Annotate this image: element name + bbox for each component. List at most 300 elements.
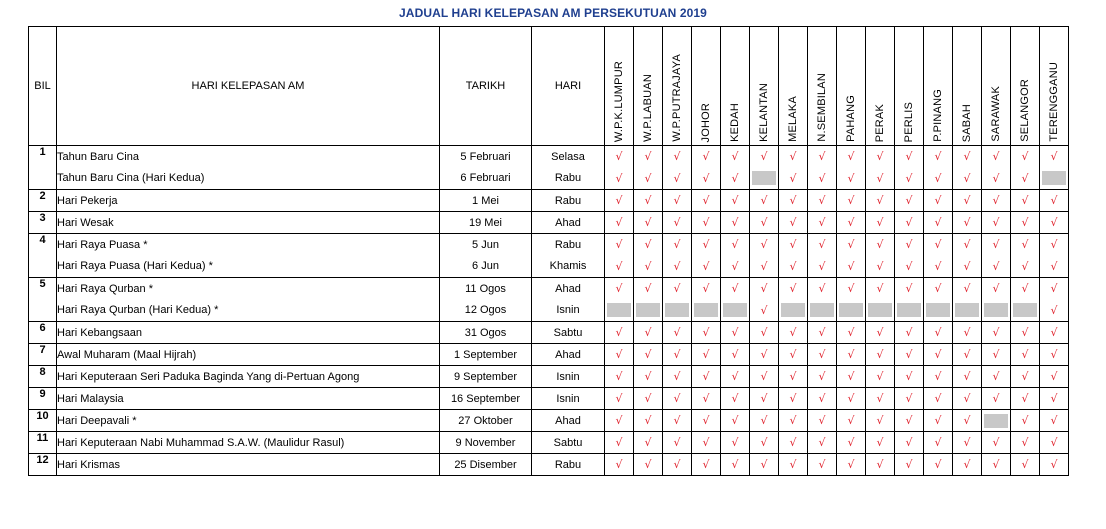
check-mark-icon: √ xyxy=(1021,282,1029,296)
header-state-kedah xyxy=(721,27,750,146)
check-mark-icon: √ xyxy=(992,194,1000,207)
state-cell xyxy=(924,410,953,432)
state-cell xyxy=(953,454,982,476)
check-mark-icon: √ xyxy=(818,216,826,229)
state-cell xyxy=(808,322,837,344)
state-cell xyxy=(837,344,866,366)
check-mark-icon: √ xyxy=(615,370,623,383)
state-cell xyxy=(837,168,866,190)
check-mark-icon: √ xyxy=(1021,370,1029,383)
check-mark-icon: √ xyxy=(644,238,652,252)
check-mark-icon: √ xyxy=(789,282,797,296)
state-label: KEDAH xyxy=(729,103,741,142)
state-cell xyxy=(605,278,634,300)
check-mark-icon: √ xyxy=(992,216,1000,229)
state-cell xyxy=(692,454,721,476)
check-mark-icon: √ xyxy=(644,458,652,471)
check-mark-icon: √ xyxy=(963,436,971,449)
check-mark-icon: √ xyxy=(963,238,971,252)
state-cell xyxy=(750,432,779,454)
holiday-name: Hari Keputeraan Seri Paduka Baginda Yang di-Pertuan Agong xyxy=(57,366,440,388)
state-cell xyxy=(895,388,924,410)
state-cell xyxy=(750,212,779,234)
check-mark-icon: √ xyxy=(963,458,971,471)
check-mark-icon: √ xyxy=(876,259,884,273)
check-mark-icon: √ xyxy=(1021,216,1029,229)
check-mark-icon: √ xyxy=(818,326,826,339)
check-mark-icon: √ xyxy=(1050,370,1058,383)
state-cell xyxy=(605,454,634,476)
check-mark-icon: √ xyxy=(1021,171,1029,185)
state-cell xyxy=(692,432,721,454)
state-cell xyxy=(634,432,663,454)
check-mark-icon: √ xyxy=(702,414,710,427)
state-cell xyxy=(779,278,808,300)
state-cell xyxy=(605,300,634,322)
holiday-day: Isnin xyxy=(532,300,605,322)
header-state-melaka xyxy=(779,27,808,146)
check-mark-icon: √ xyxy=(760,303,768,317)
check-mark-icon: √ xyxy=(644,216,652,229)
check-mark-icon: √ xyxy=(731,150,739,164)
check-mark-icon: √ xyxy=(963,392,971,405)
check-mark-icon: √ xyxy=(963,150,971,164)
state-cell xyxy=(953,300,982,322)
state-cell xyxy=(692,278,721,300)
check-mark-icon: √ xyxy=(615,458,623,471)
state-cell xyxy=(1040,344,1069,366)
state-cell xyxy=(721,388,750,410)
state-cell xyxy=(721,322,750,344)
state-cell xyxy=(692,256,721,278)
state-cell xyxy=(663,344,692,366)
state-label: SARAWAK xyxy=(990,86,1002,142)
table-body xyxy=(29,146,1069,476)
state-cell xyxy=(866,322,895,344)
holiday-date: 31 Ogos xyxy=(440,322,532,344)
state-cell xyxy=(779,146,808,168)
state-cell xyxy=(634,190,663,212)
state-cell xyxy=(924,212,953,234)
check-mark-icon: √ xyxy=(1021,326,1029,339)
state-cell xyxy=(634,278,663,300)
check-mark-icon: √ xyxy=(644,370,652,383)
table-row xyxy=(29,454,1069,476)
state-cell xyxy=(1011,278,1040,300)
state-cell xyxy=(953,322,982,344)
state-cell xyxy=(750,168,779,190)
check-mark-icon: √ xyxy=(644,392,652,405)
state-cell xyxy=(1040,278,1069,300)
holiday-date: 9 September xyxy=(440,366,532,388)
holiday-date: 1 Mei xyxy=(440,190,532,212)
state-cell xyxy=(866,454,895,476)
state-cell xyxy=(982,454,1011,476)
check-mark-icon: √ xyxy=(1021,194,1029,207)
holiday-day: Ahad xyxy=(532,278,605,300)
check-mark-icon: √ xyxy=(992,326,1000,339)
check-mark-icon: √ xyxy=(847,171,855,185)
state-cell xyxy=(924,234,953,256)
state-cell xyxy=(1040,256,1069,278)
check-mark-icon: √ xyxy=(847,216,855,229)
holiday-day: Ahad xyxy=(532,344,605,366)
check-mark-icon: √ xyxy=(731,458,739,471)
state-cell xyxy=(750,366,779,388)
state-cell xyxy=(721,300,750,322)
state-cell xyxy=(721,410,750,432)
state-cell xyxy=(605,146,634,168)
state-cell xyxy=(779,410,808,432)
state-cell xyxy=(750,300,779,322)
check-mark-icon: √ xyxy=(876,171,884,185)
not-holiday-block xyxy=(781,303,806,317)
state-label: PAHANG xyxy=(845,95,857,142)
table-row xyxy=(29,388,1069,410)
state-cell xyxy=(1011,256,1040,278)
table-row xyxy=(29,432,1069,454)
holiday-day: Ahad xyxy=(532,212,605,234)
holiday-date: 25 Disember xyxy=(440,454,532,476)
holiday-name: Hari Raya Qurban * xyxy=(57,278,440,300)
state-cell xyxy=(895,410,924,432)
holiday-date: 6 Jun xyxy=(440,256,532,278)
holiday-date: 19 Mei xyxy=(440,212,532,234)
state-cell xyxy=(837,366,866,388)
check-mark-icon: √ xyxy=(818,238,826,252)
table-row xyxy=(29,278,1069,300)
state-cell xyxy=(924,168,953,190)
check-mark-icon: √ xyxy=(615,392,623,405)
check-mark-icon: √ xyxy=(905,150,913,164)
check-mark-icon: √ xyxy=(760,392,768,405)
holiday-day: Rabu xyxy=(532,190,605,212)
check-mark-icon: √ xyxy=(847,150,855,164)
state-cell xyxy=(750,344,779,366)
check-mark-icon: √ xyxy=(789,458,797,471)
check-mark-icon: √ xyxy=(760,458,768,471)
state-cell xyxy=(663,432,692,454)
state-cell xyxy=(605,410,634,432)
check-mark-icon: √ xyxy=(876,392,884,405)
holiday-date: 5 Februari xyxy=(440,146,532,168)
state-cell xyxy=(692,146,721,168)
state-cell xyxy=(634,388,663,410)
state-cell xyxy=(837,388,866,410)
state-cell xyxy=(895,278,924,300)
state-cell xyxy=(692,388,721,410)
holiday-table xyxy=(28,26,1069,476)
state-cell xyxy=(1040,190,1069,212)
header-state-p-pinang xyxy=(924,27,953,146)
not-holiday-block xyxy=(955,303,980,317)
state-cell xyxy=(1011,234,1040,256)
row-number: 3 xyxy=(29,212,57,234)
state-cell xyxy=(634,410,663,432)
state-cell xyxy=(895,168,924,190)
check-mark-icon: √ xyxy=(644,348,652,361)
state-cell xyxy=(808,410,837,432)
state-cell xyxy=(692,344,721,366)
state-cell xyxy=(982,388,1011,410)
check-mark-icon: √ xyxy=(1050,392,1058,405)
state-cell xyxy=(808,366,837,388)
state-cell xyxy=(634,300,663,322)
holiday-day: Ahad xyxy=(532,410,605,432)
state-cell xyxy=(895,432,924,454)
holiday-day: Khamis xyxy=(532,256,605,278)
check-mark-icon: √ xyxy=(615,436,623,449)
check-mark-icon: √ xyxy=(702,326,710,339)
holiday-day: Rabu xyxy=(532,168,605,190)
holiday-name: Hari Raya Puasa * xyxy=(57,234,440,256)
state-cell xyxy=(895,256,924,278)
state-cell xyxy=(837,212,866,234)
state-cell xyxy=(1011,168,1040,190)
check-mark-icon: √ xyxy=(992,238,1000,252)
state-cell xyxy=(750,388,779,410)
check-mark-icon: √ xyxy=(992,259,1000,273)
state-cell xyxy=(634,322,663,344)
holiday-day: Selasa xyxy=(532,146,605,168)
holiday-date: 16 September xyxy=(440,388,532,410)
state-cell xyxy=(634,454,663,476)
state-cell xyxy=(866,432,895,454)
check-mark-icon: √ xyxy=(702,436,710,449)
check-mark-icon: √ xyxy=(934,194,942,207)
check-mark-icon: √ xyxy=(702,370,710,383)
check-mark-icon: √ xyxy=(760,326,768,339)
check-mark-icon: √ xyxy=(818,348,826,361)
state-cell xyxy=(1040,322,1069,344)
check-mark-icon: √ xyxy=(1021,150,1029,164)
check-mark-icon: √ xyxy=(847,282,855,296)
state-cell xyxy=(808,146,837,168)
check-mark-icon: √ xyxy=(934,326,942,339)
state-cell xyxy=(779,322,808,344)
state-cell xyxy=(750,146,779,168)
check-mark-icon: √ xyxy=(731,326,739,339)
table-row xyxy=(29,146,1069,168)
state-cell xyxy=(982,432,1011,454)
holiday-name: Hari Deepavali * xyxy=(57,410,440,432)
state-cell xyxy=(982,410,1011,432)
holiday-date: 1 September xyxy=(440,344,532,366)
state-cell xyxy=(1040,388,1069,410)
check-mark-icon: √ xyxy=(1021,238,1029,252)
check-mark-icon: √ xyxy=(702,348,710,361)
check-mark-icon: √ xyxy=(673,436,681,449)
holiday-day: Sabtu xyxy=(532,432,605,454)
row-number: 6 xyxy=(29,322,57,344)
check-mark-icon: √ xyxy=(818,150,826,164)
check-mark-icon: √ xyxy=(760,282,768,296)
check-mark-icon: √ xyxy=(789,194,797,207)
state-cell xyxy=(924,146,953,168)
state-cell xyxy=(837,234,866,256)
holiday-date: 27 Oktober xyxy=(440,410,532,432)
state-cell xyxy=(837,410,866,432)
state-cell xyxy=(721,256,750,278)
header-state-w-p-k-lumpur xyxy=(605,27,634,146)
check-mark-icon: √ xyxy=(963,194,971,207)
check-mark-icon: √ xyxy=(644,414,652,427)
state-cell xyxy=(634,256,663,278)
holiday-name: Hari Keputeraan Nabi Muhammad S.A.W. (Maulidur Rasul) xyxy=(57,432,440,454)
row-number: 7 xyxy=(29,344,57,366)
state-cell xyxy=(721,234,750,256)
header-state-perlis xyxy=(895,27,924,146)
state-cell xyxy=(663,146,692,168)
check-mark-icon: √ xyxy=(847,348,855,361)
state-cell xyxy=(866,146,895,168)
state-cell xyxy=(924,300,953,322)
state-cell xyxy=(663,322,692,344)
state-cell xyxy=(750,256,779,278)
state-cell xyxy=(895,322,924,344)
check-mark-icon: √ xyxy=(1050,150,1058,164)
state-cell xyxy=(634,344,663,366)
not-holiday-block xyxy=(1042,171,1067,185)
state-cell xyxy=(750,190,779,212)
check-mark-icon: √ xyxy=(963,370,971,383)
holiday-day: Isnin xyxy=(532,366,605,388)
not-holiday-block xyxy=(723,303,748,317)
state-cell xyxy=(982,300,1011,322)
state-label: W.P.PUTRAJAYA xyxy=(671,54,683,142)
header-state-sarawak xyxy=(982,27,1011,146)
row-number: 5 xyxy=(29,278,57,322)
state-cell xyxy=(982,168,1011,190)
check-mark-icon: √ xyxy=(847,392,855,405)
not-holiday-block xyxy=(926,303,951,317)
state-cell xyxy=(924,278,953,300)
check-mark-icon: √ xyxy=(731,171,739,185)
check-mark-icon: √ xyxy=(615,171,623,185)
state-cell xyxy=(982,322,1011,344)
state-cell xyxy=(953,410,982,432)
state-cell xyxy=(1011,322,1040,344)
row-number: 1 xyxy=(29,146,57,190)
check-mark-icon: √ xyxy=(818,282,826,296)
state-label: PERLIS xyxy=(903,101,915,142)
check-mark-icon: √ xyxy=(934,216,942,229)
state-label: W.P.K.LUMPUR xyxy=(613,60,625,142)
table-row xyxy=(29,256,1069,278)
state-cell xyxy=(1011,410,1040,432)
header-state-johor xyxy=(692,27,721,146)
state-cell xyxy=(692,322,721,344)
state-cell xyxy=(663,278,692,300)
check-mark-icon: √ xyxy=(847,326,855,339)
state-cell xyxy=(953,212,982,234)
state-cell xyxy=(866,366,895,388)
state-cell xyxy=(779,212,808,234)
check-mark-icon: √ xyxy=(905,370,913,383)
holiday-day: Isnin xyxy=(532,388,605,410)
state-cell xyxy=(750,454,779,476)
check-mark-icon: √ xyxy=(818,171,826,185)
check-mark-icon: √ xyxy=(673,282,681,296)
state-cell xyxy=(634,168,663,190)
check-mark-icon: √ xyxy=(1050,303,1058,317)
check-mark-icon: √ xyxy=(847,259,855,273)
state-cell xyxy=(663,300,692,322)
check-mark-icon: √ xyxy=(992,458,1000,471)
state-cell xyxy=(982,212,1011,234)
state-cell xyxy=(866,256,895,278)
check-mark-icon: √ xyxy=(760,150,768,164)
state-cell xyxy=(634,212,663,234)
check-mark-icon: √ xyxy=(905,238,913,252)
check-mark-icon: √ xyxy=(760,370,768,383)
header-day: HARI xyxy=(532,27,605,146)
state-cell xyxy=(808,256,837,278)
check-mark-icon: √ xyxy=(934,436,942,449)
row-number: 2 xyxy=(29,190,57,212)
state-cell xyxy=(605,190,634,212)
check-mark-icon: √ xyxy=(1050,326,1058,339)
check-mark-icon: √ xyxy=(731,194,739,207)
not-holiday-block xyxy=(1013,303,1038,317)
check-mark-icon: √ xyxy=(789,171,797,185)
state-cell xyxy=(779,432,808,454)
check-mark-icon: √ xyxy=(1050,458,1058,471)
state-cell xyxy=(779,366,808,388)
state-cell xyxy=(692,212,721,234)
state-cell xyxy=(982,190,1011,212)
check-mark-icon: √ xyxy=(1021,436,1029,449)
check-mark-icon: √ xyxy=(1050,194,1058,207)
state-cell xyxy=(1011,388,1040,410)
check-mark-icon: √ xyxy=(876,458,884,471)
state-cell xyxy=(953,278,982,300)
check-mark-icon: √ xyxy=(702,150,710,164)
row-number: 8 xyxy=(29,366,57,388)
table-row xyxy=(29,322,1069,344)
check-mark-icon: √ xyxy=(934,392,942,405)
state-cell xyxy=(692,410,721,432)
state-cell xyxy=(895,366,924,388)
header-date: TARIKH xyxy=(440,27,532,146)
row-number: 11 xyxy=(29,432,57,454)
check-mark-icon: √ xyxy=(818,259,826,273)
header-row xyxy=(29,27,1069,146)
state-cell xyxy=(721,344,750,366)
check-mark-icon: √ xyxy=(760,238,768,252)
state-cell xyxy=(721,212,750,234)
check-mark-icon: √ xyxy=(644,282,652,296)
header-bil: BIL xyxy=(29,27,57,146)
check-mark-icon: √ xyxy=(673,392,681,405)
state-cell xyxy=(605,366,634,388)
state-cell xyxy=(953,432,982,454)
check-mark-icon: √ xyxy=(847,238,855,252)
state-cell xyxy=(663,168,692,190)
check-mark-icon: √ xyxy=(876,282,884,296)
check-mark-icon: √ xyxy=(992,370,1000,383)
check-mark-icon: √ xyxy=(847,458,855,471)
holiday-date: 9 November xyxy=(440,432,532,454)
state-cell xyxy=(924,322,953,344)
state-cell xyxy=(837,432,866,454)
state-label: KELANTAN xyxy=(758,83,770,142)
check-mark-icon: √ xyxy=(876,194,884,207)
check-mark-icon: √ xyxy=(934,150,942,164)
check-mark-icon: √ xyxy=(905,348,913,361)
check-mark-icon: √ xyxy=(760,194,768,207)
check-mark-icon: √ xyxy=(615,150,623,164)
